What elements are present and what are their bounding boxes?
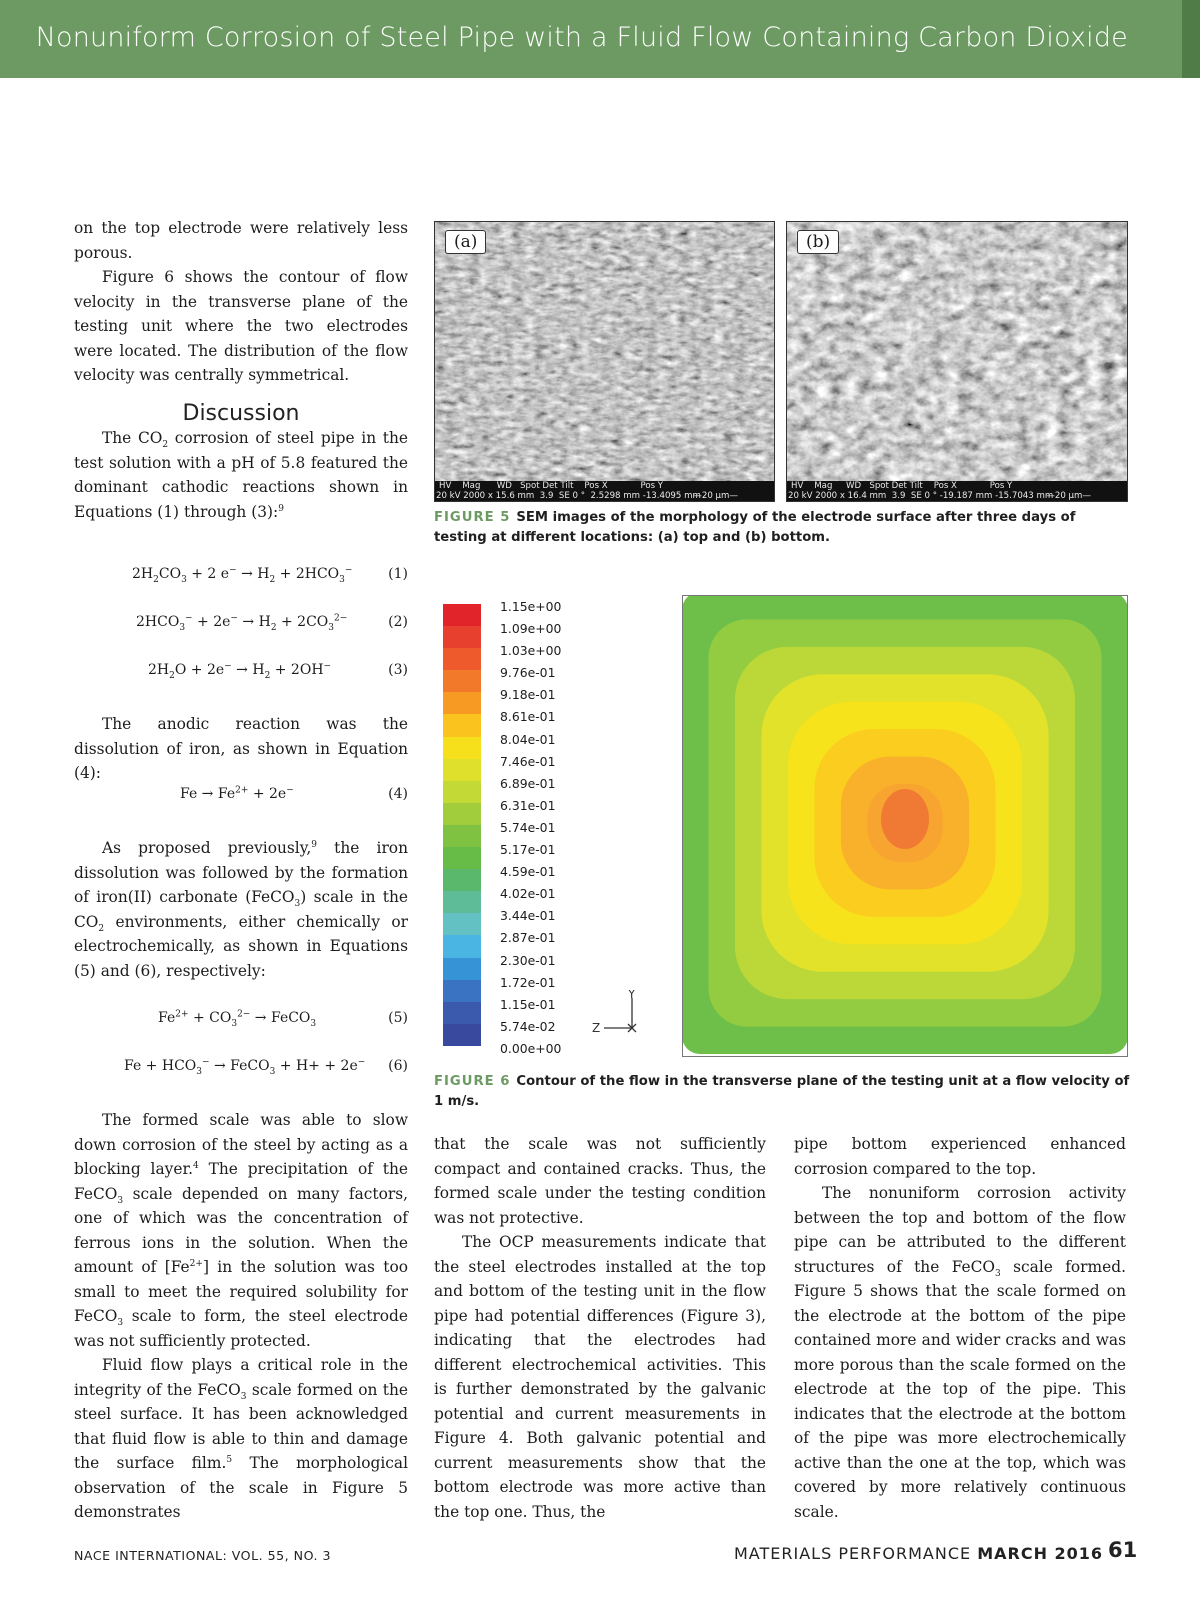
- colorbar-swatch: [443, 847, 481, 869]
- colorbar-swatch: [443, 670, 481, 692]
- colorbar-tick-label: 5.17e-01: [500, 842, 556, 858]
- colorbar-tick-label: 0.00e+00: [500, 1040, 562, 1056]
- axis-z-label: Z: [592, 1021, 601, 1035]
- colorbar-tick-label: 1.72e-01: [500, 974, 556, 990]
- colorbar-tick-label: 4.59e-01: [500, 864, 556, 880]
- equation-4: $Fe \to Fe^{2+} + 2e^-$ (4): [180, 785, 408, 802]
- colorbar-tick-label: 6.31e-01: [500, 797, 556, 813]
- colorbar-tick-label: 2.87e-01: [500, 930, 556, 946]
- colorbar-tick-label: 2.30e-01: [500, 952, 556, 968]
- equation-5: $Fe^{2+} + CO_3^{2-}$ → FeCO$_3$ (5): [158, 1009, 408, 1029]
- panel-label-a: (a): [445, 230, 486, 254]
- figure-6-caption: FIGURE 6 Contour of the flow in the transverse plane of the testing unit at a flow velocity of 1 m/s.: [434, 1074, 1130, 1109]
- colorbar-swatch: [443, 604, 481, 626]
- footer-issue: MATERIALS PERFORMANCE MARCH 2016: [734, 1544, 1104, 1563]
- colorbar-tick-label: 9.76e-01: [500, 665, 556, 681]
- axis-triad: [590, 990, 650, 1040]
- paragraph: The nonuniform corrosion activity between the top and bottom of the flow pipe can be attributed to the different structures of the FeCO$_3$ scale formed. Figure 5 shows that the scale formed on the electrode at the bottom of the pipe contained more and wider cracks and was more porous than the scale formed on the electrode at the top of the pipe. This indicates that the electrode at the bottom of the pipe was more electrochemically active than the one at the top, which was covered by more relatively continuous scale.: [794, 1184, 1126, 1521]
- left-column-anodic: [74, 712, 408, 786]
- footer-journal: NACE INTERNATIONAL: VOL. 55, NO. 3: [74, 1548, 331, 1563]
- paragraph: Fluid flow plays a critical role in the integrity of the FeCO$_3$ scale formed on the steel surface. It has been acknowledged that fluid flow is able to thin and damage the surface film.$^5$ The morphological observation of the scale in Figure 5 demonstrates: [74, 1356, 409, 1521]
- colorbar-tick-label: 1.15e-01: [500, 996, 556, 1012]
- sem-image-bottom: [786, 221, 1128, 502]
- left-column-top: [74, 216, 408, 524]
- panel-label-b: (b): [797, 230, 839, 254]
- colorbar-tick-label: 8.04e-01: [500, 731, 556, 747]
- colorbar-swatch: [443, 737, 481, 759]
- colorbar-swatch: [443, 825, 481, 847]
- colorbar-swatch: [443, 913, 481, 935]
- colorbar-tick-label: 8.61e-01: [500, 709, 556, 725]
- colorbar-tick-label: 5.74e-02: [500, 1018, 556, 1034]
- colorbar-swatch: [443, 958, 481, 980]
- flow-contour-plot: [682, 595, 1128, 1057]
- left-column-mid: [74, 836, 408, 983]
- colorbar-swatch: [443, 869, 481, 891]
- contour-core: [881, 789, 929, 849]
- colorbar-tick-label: 9.18e-01: [500, 687, 556, 703]
- colorbar-tick-label: 1.03e+00: [500, 643, 562, 659]
- equation-1: $2H_2CO_3 + 2$ $e^- \to H_2 + 2HCO_3^-$ (1): [132, 565, 408, 585]
- paragraph: The $CO_2$ corrosion of steel pipe in the test solution with a pH of 5.8 featured the dominant cathodic reactions shown in Equations (1) through (3):$^9$: [74, 429, 408, 521]
- colorbar-swatch: [443, 781, 481, 803]
- colorbar-tick-label: 6.89e-01: [500, 775, 556, 791]
- colorbar-tick-label: 7.46e-01: [500, 753, 556, 769]
- middle-column: [434, 1132, 766, 1524]
- paragraph: As proposed previously,$^9$ the iron dissolution was followed by the formation of iron(II) carbonate (FeCO$_3$) scale in the $CO_2$ environments, either chemically or electrochemically, as shown in Equations (5) and (6), respectively:: [74, 839, 408, 980]
- paragraph: pipe bottom experienced enhanced corrosion compared to the top.: [794, 1135, 1126, 1178]
- colorbar-tick-label: 1.09e+00: [500, 621, 562, 637]
- sem-image-top: [434, 221, 775, 502]
- sem-texture-top: [435, 222, 774, 482]
- axis-y-label: Y: [628, 990, 636, 1001]
- colorbar-tick-label: 1.15e+00: [500, 599, 562, 614]
- colorbar-swatch: [443, 626, 481, 648]
- sem-databar: HV Mag WD Spot Det Tilt Pos X Pos Y 20 kV 2000 x 15.6 mm 3.9 SE 0 ° 2.5298 mm -13.4095 mm —20 μm—: [435, 481, 774, 501]
- paragraph: Figure 6 shows the contour of flow velocity in the transverse plane of the testing unit where the two electrodes were located. The distribution of the flow velocity was centrally symmetrical.: [74, 268, 408, 384]
- paragraph: The OCP measurements indicate that the steel electrodes installed at the top and bottom of the testing unit in the flow pipe had potential differences (Figure 3), indicating that the electrodes had different electrochemical activities. This is further demonstrated by the galvanic potential and current measurements in Figure 4. Both galvanic potential and current measurements show that the bottom electrode was more active than the top one. Thus, the: [434, 1233, 766, 1521]
- colorbar-swatch: [443, 980, 481, 1002]
- colorbar: [443, 604, 481, 1046]
- equation-3: $2H_2O + 2e^- \to H_2 + 2OH^-$ (3): [148, 661, 408, 681]
- colorbar-tick-label: 5.74e-01: [500, 819, 556, 835]
- colorbar-swatch: [443, 648, 481, 670]
- colorbar-tick-label: 4.02e-01: [500, 886, 556, 902]
- sem-texture-bottom: [787, 222, 1127, 482]
- equation-2: $2HCO_3^- + 2e^- \to H_2 + 2CO_3^{2-}$ (2): [136, 613, 408, 633]
- colorbar-swatch: [443, 935, 481, 957]
- colorbar-tick-label: 3.44e-01: [500, 908, 556, 924]
- colorbar-swatch: [443, 1002, 481, 1024]
- colorbar-swatch: [443, 714, 481, 736]
- page-number: 61: [1108, 1538, 1138, 1562]
- paragraph: The formed scale was able to slow down corrosion of the steel by acting as a blocking layer.$^4$ The precipitation of the FeCO$_3$ scale depended on many factors, one of which was the concentration of ferrous ions in the solution. When the amount of $[Fe^{2+}]$ in the solution was too small to meet the required solubility for FeCO$_3$ scale to form, the steel electrode was not sufficiently protected.: [74, 1111, 408, 1350]
- colorbar-swatch: [443, 891, 481, 913]
- figure-5-caption: FIGURE 5 SEM images of the morphology of the electrode surface after three days of testing at different locations: (a) top and (b) bottom.: [434, 510, 1076, 545]
- section-heading: Discussion: [182, 400, 300, 426]
- colorbar-labels: [500, 596, 561, 1060]
- colorbar-swatch: [443, 1024, 481, 1046]
- colorbar-swatch: [443, 692, 481, 714]
- equation-6: $Fe + HCO_3^-$ → FeCO$_3$ + H+ + 2e− (6): [124, 1057, 408, 1077]
- paragraph: The anodic reaction was the dissolution of iron, as shown in Equation (4):: [74, 715, 408, 782]
- sem-databar: HV Mag WD Spot Det Tilt Pos X Pos Y 20 kV 2000 x 16.4 mm 3.9 SE 0 ° -19.187 mm -15.7043 mm —20 μm—: [787, 481, 1127, 501]
- paragraph: on the top electrode were relatively less porous.: [74, 219, 408, 262]
- right-column: [794, 1132, 1126, 1524]
- left-column-bottom: [74, 1108, 408, 1525]
- header-edge: [1182, 0, 1200, 78]
- colorbar-swatch: [443, 759, 481, 781]
- paragraph: that the scale was not sufficiently compact and contained cracks. Thus, the formed scale under the testing condition was not protective.: [434, 1135, 766, 1227]
- colorbar-swatch: [443, 803, 481, 825]
- running-title: Nonuniform Corrosion of Steel Pipe with a Fluid Flow Containing Carbon Dioxide: [35, 22, 1128, 53]
